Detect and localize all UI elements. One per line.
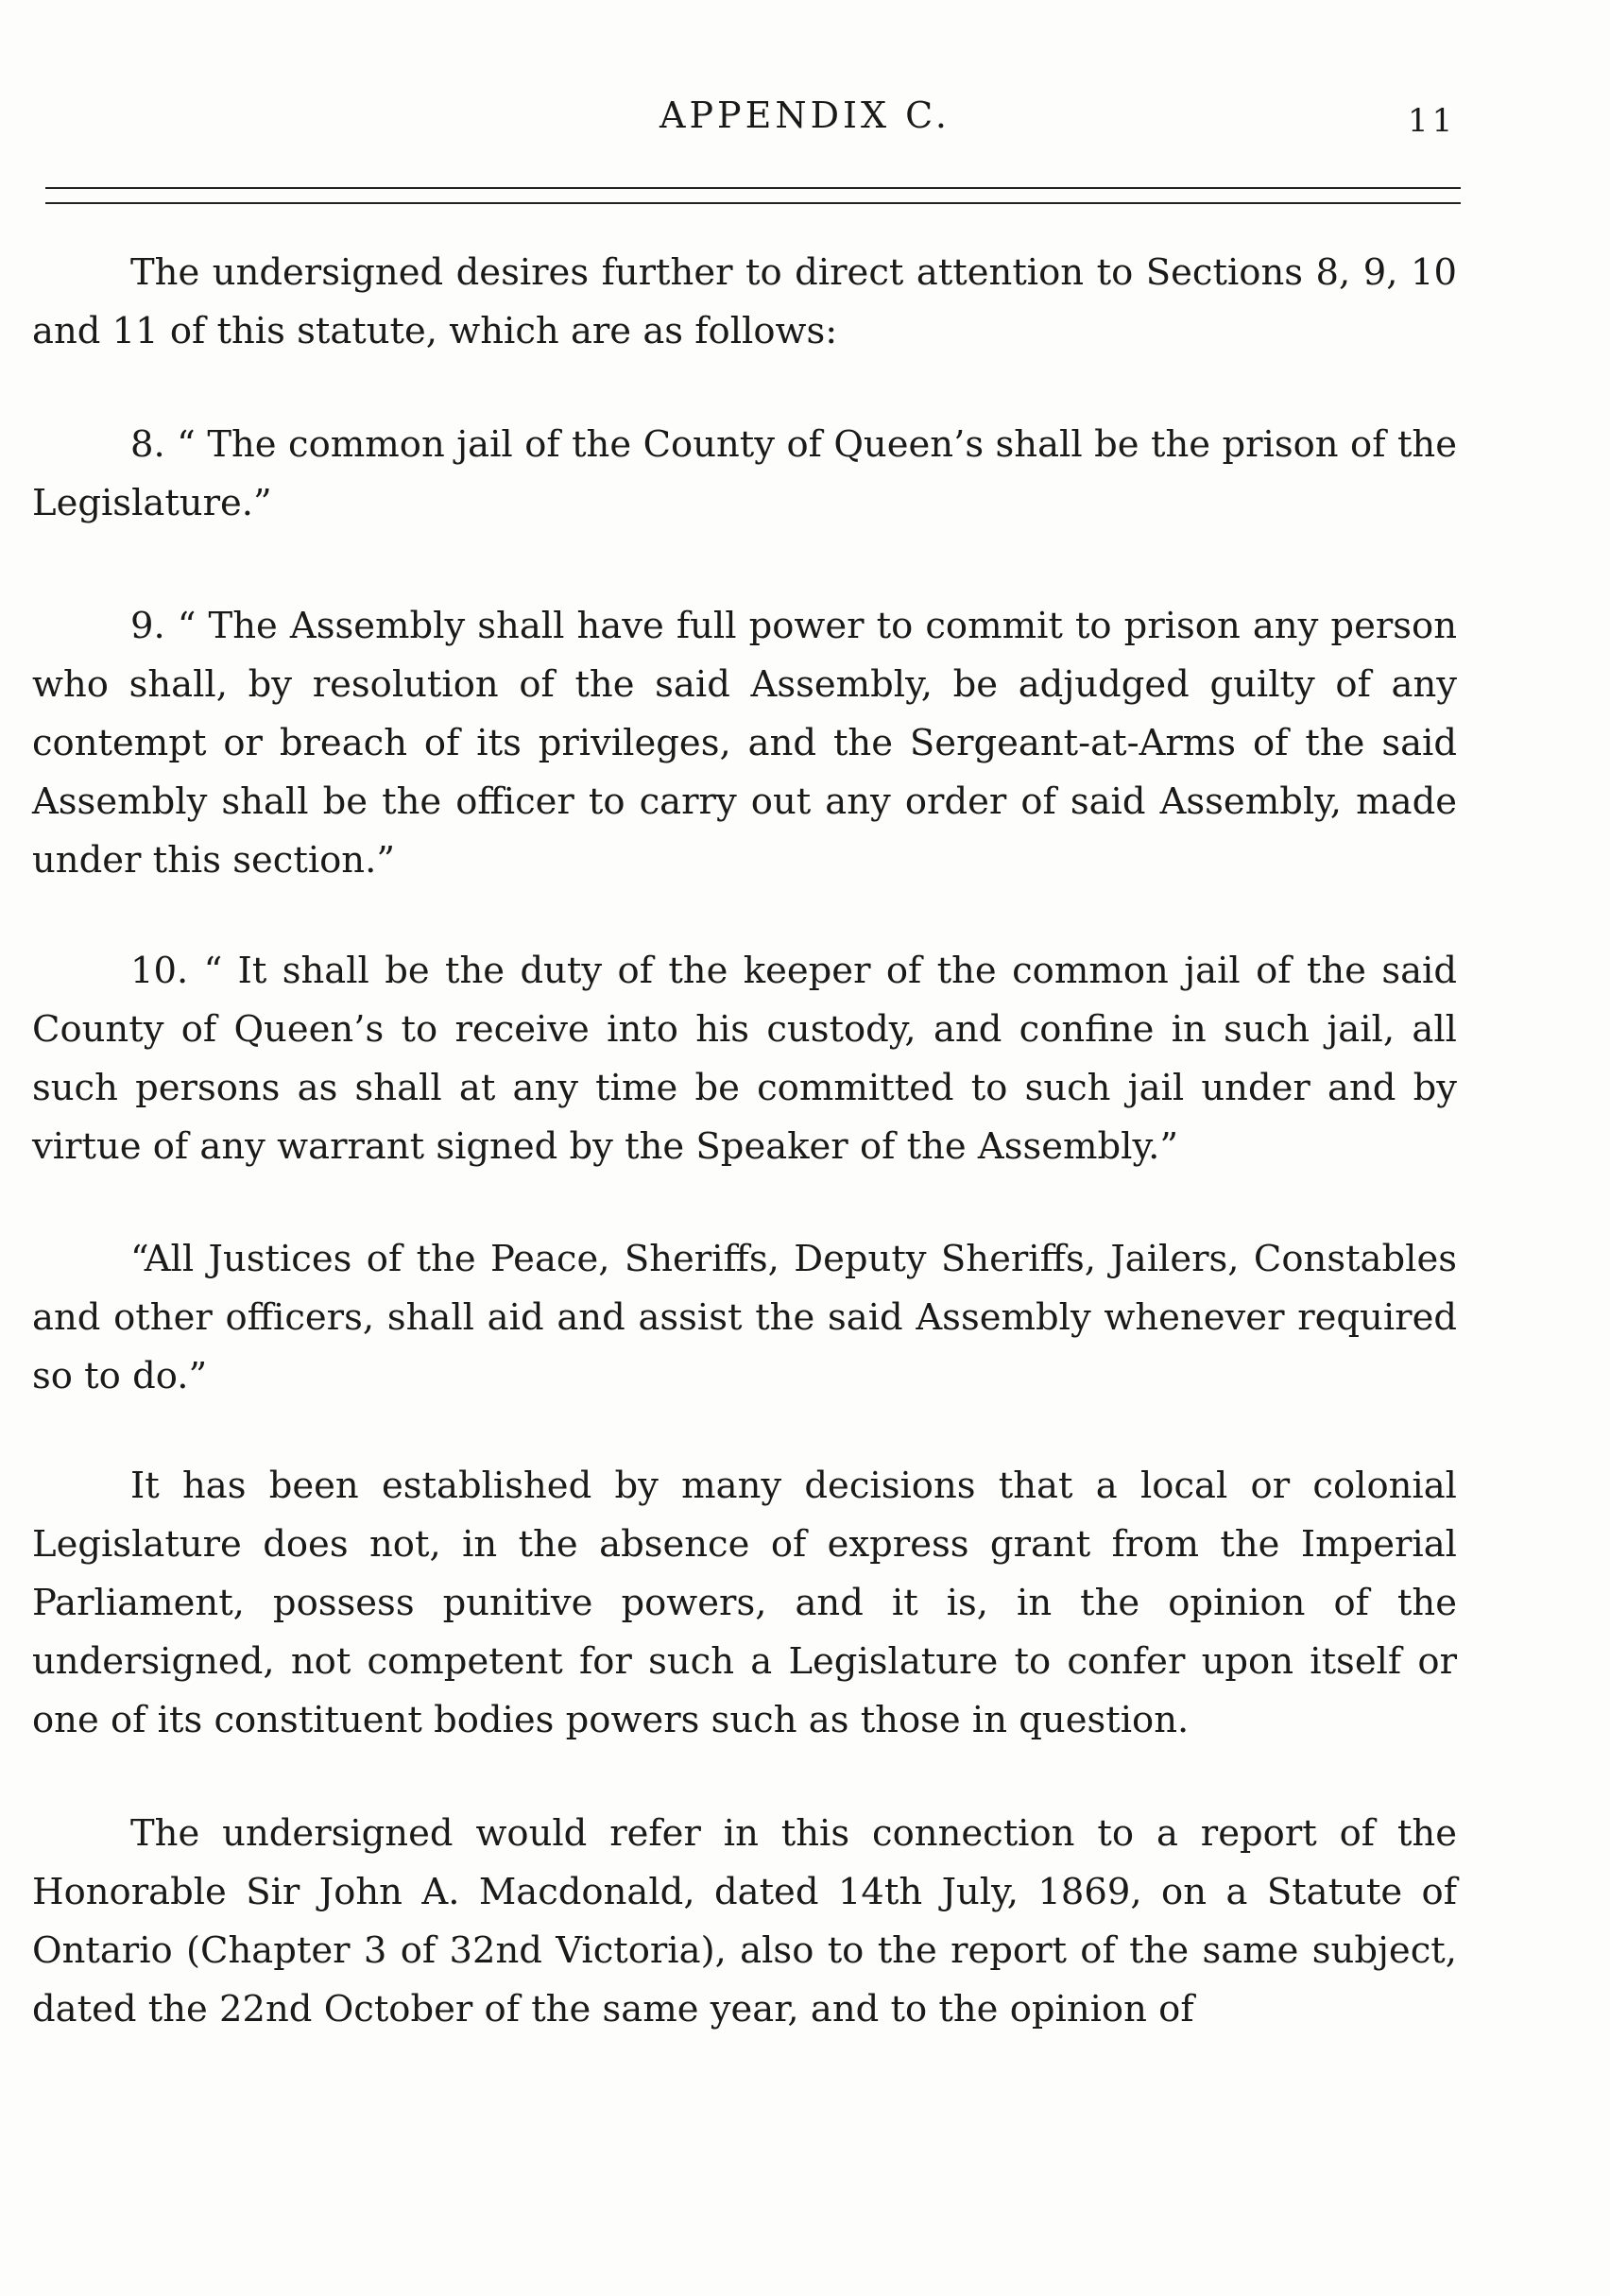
paragraph-section-9: 9. “ The Assembly shall have full power to commit to prison any person who shall, by resolution of the said Assembly, be adjudged guilty of any contempt or breach of its privileges, and the Sergeant-at-Arms of the said Assembly shall be the officer to carry out any order of said Assembly, made under this section.” — [32, 605, 1457, 882]
running-header-title: APPENDIX C. — [659, 94, 951, 136]
paragraph-legal-opinion: It has been established by many decisions that a local or colonial Legislature does not, in the absence of express grant from the Imperial Parliament, possess punitive powers, and it is, in the opinion of the undersigned, not competent for such a Legislature to confer upon itself or one of its constituent bodies powers such as those in question. — [32, 1465, 1457, 1741]
paragraph-section-8: 8. “ The common jail of the County of Queen’s shall be the prison of the Legislature.” — [32, 423, 1457, 524]
paragraph-section-11: “All Justices of the Peace, Sheriffs, Deputy Sheriffs, Jailers, Constables and other officers, shall aid and assist the said Assembly whenever required so to do.” — [32, 1238, 1457, 1397]
header-rule-top — [45, 187, 1461, 189]
paragraph-references: The undersigned would refer in this connection to a report of the Honorable Sir John A. Macdonald, dated 14th July, 1869, on a Statute of Ontario (Chapter 3 of 32nd Victoria), also to the report of the same subject, dated the 22nd October of the same year, and to the opinion of — [32, 1812, 1457, 2030]
paragraph-section-10: 10. “ It shall be the duty of the keeper of the common jail of the said County of Queen’s to receive into his custody, and confine in such jail, all such persons as shall at any time be committed to such jail under and by virtue of any warrant signed by the Speaker of the Assembly.” — [32, 950, 1457, 1168]
paragraph-intro: The undersigned desires further to direct attention to Sections 8, 9, 10 and 11 of this statute, which are as follows: — [32, 251, 1457, 352]
page-number: 11 — [1408, 102, 1457, 140]
header-rule-bottom — [45, 202, 1461, 204]
